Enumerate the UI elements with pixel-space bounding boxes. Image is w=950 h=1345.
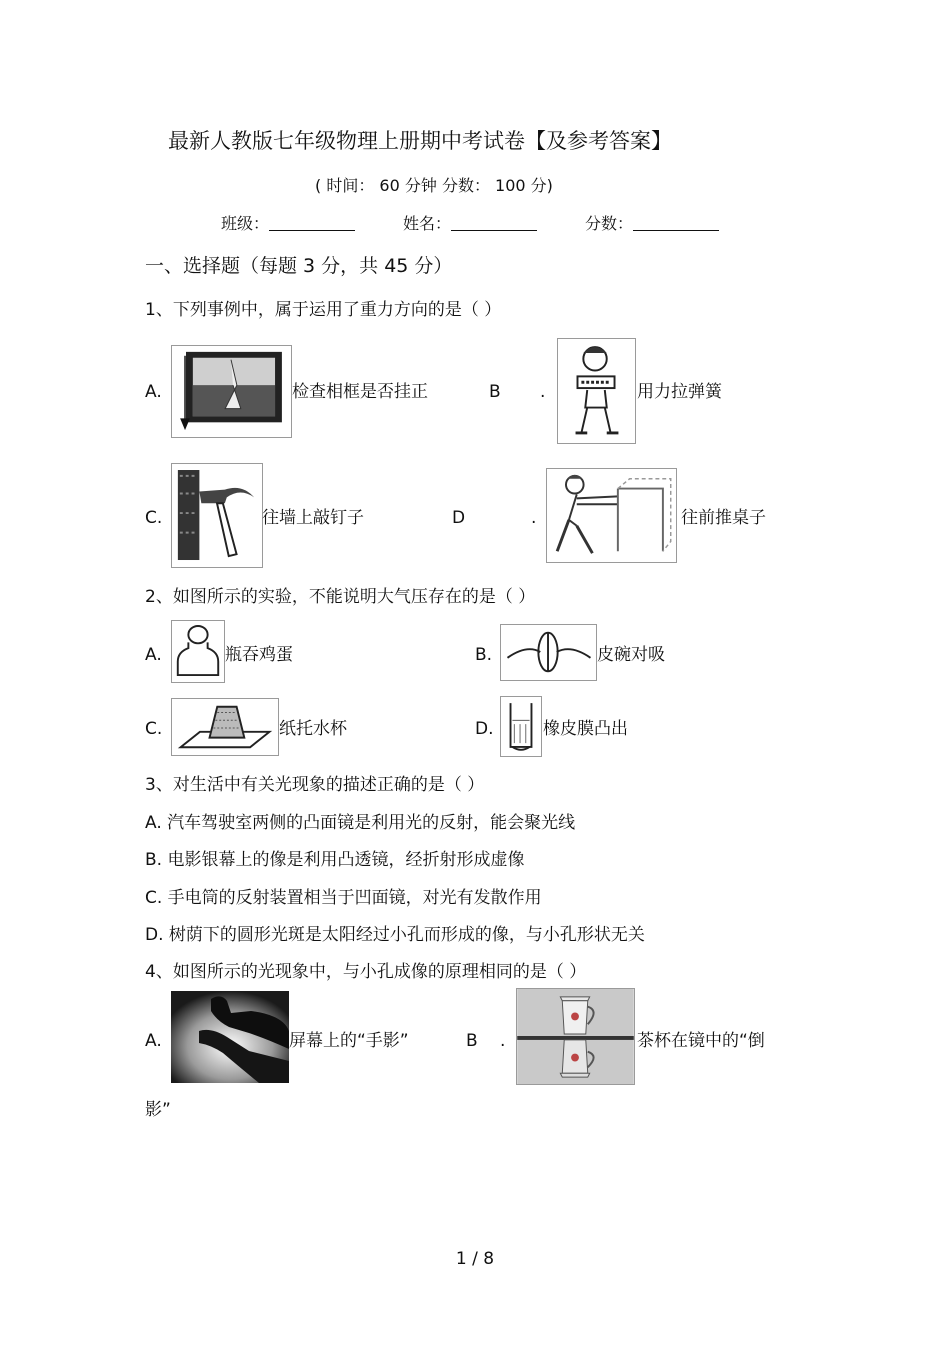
q1-option-a-letter: A. <box>145 382 162 402</box>
q1-option-d-letter: D <box>452 508 466 528</box>
class-blank[interactable] <box>269 214 355 231</box>
q1-option-b-dot: . <box>540 382 546 402</box>
q2-option-b-text: 皮碗对吸 <box>597 645 665 665</box>
pulling-spring-image <box>557 338 636 444</box>
q3-option-a: A. 汽车驾驶室两侧的凸面镜是利用光的反射，能会聚光线 <box>145 813 576 833</box>
section-heading: 一、选择题（每题 3 分，共 45 分） <box>145 255 453 277</box>
q1-option-d-text: 往前推桌子 <box>681 508 766 528</box>
q3-option-b: B. 电影银幕上的像是利用凸透镜，经折射形成虚像 <box>145 850 525 870</box>
q2-option-c-text: 纸托水杯 <box>279 719 347 739</box>
name-field <box>403 213 537 235</box>
question-4-stem: 4、如图所示的光现象中，与小孔成像的原理相同的是（ ） <box>145 962 587 982</box>
q3-option-c: C. 手电筒的反射装置相当于凹面镜，对光有发散作用 <box>145 888 542 908</box>
q2-option-d-text: 橡皮膜凸出 <box>543 719 628 739</box>
score-field <box>585 213 719 235</box>
q1-option-b-letter: B <box>489 382 501 402</box>
q1-option-c-letter: C. <box>145 508 163 528</box>
q4-option-b-dot: . <box>500 1031 506 1051</box>
question-3-stem: 3、对生活中有关光现象的描述正确的是（ ） <box>145 775 485 795</box>
q2-option-a-letter: A. <box>145 645 162 665</box>
exam-time-info: ( 时间： 60 分钟 分数： 100 分) <box>315 176 553 195</box>
q3-option-d: D. 树荫下的圆形光斑是太阳经过小孔而形成的像，与小孔形状无关 <box>145 925 645 945</box>
hammer-nail-image <box>171 463 263 568</box>
name-blank[interactable] <box>451 214 537 231</box>
score-label: 分数： <box>585 214 634 233</box>
q4-option-b-letter: B <box>466 1031 478 1051</box>
q1-option-a-text: 检查相框是否挂正 <box>292 382 428 402</box>
teacup-mirror-image <box>516 988 635 1085</box>
pushing-desk-image <box>546 468 677 563</box>
q4-option-b-text: 茶杯在镜中的“倒 <box>637 1031 765 1051</box>
paper-water-cup-image <box>171 698 279 756</box>
q2-option-b-letter: B. <box>475 645 493 665</box>
q4-option-b-text-continued: 影” <box>145 1100 171 1120</box>
picture-frame-plumb-image <box>171 345 292 438</box>
q2-option-a-text: 瓶吞鸡蛋 <box>225 645 293 665</box>
suction-cups-image <box>500 624 597 681</box>
name-label: 姓名： <box>403 214 452 233</box>
question-1-stem: 1、下列事例中，属于运用了重力方向的是（ ） <box>145 300 502 320</box>
q1-option-b-text: 用力拉弹簧 <box>637 382 722 402</box>
q1-option-d-dot: . <box>531 508 537 528</box>
q4-option-a-letter: A. <box>145 1031 162 1051</box>
q4-option-a-text: 屏幕上的“手影” <box>289 1031 409 1051</box>
class-label: 班级： <box>221 214 270 233</box>
page-number: 1 / 8 <box>455 1249 495 1269</box>
q1-option-c-text: 往墙上敲钉子 <box>262 508 364 528</box>
score-blank[interactable] <box>633 214 719 231</box>
q2-option-c-letter: C. <box>145 719 163 739</box>
question-2-stem: 2、如图所示的实验，不能说明大气压存在的是（ ） <box>145 587 536 607</box>
class-field <box>221 213 355 235</box>
q2-option-d-letter: D. <box>475 719 494 739</box>
page-title: 最新人教版七年级物理上册期中考试卷【及参考答案】 <box>168 129 672 153</box>
bottle-egg-image <box>171 620 225 683</box>
hand-shadow-image <box>171 991 289 1083</box>
rubber-membrane-image <box>500 696 542 757</box>
